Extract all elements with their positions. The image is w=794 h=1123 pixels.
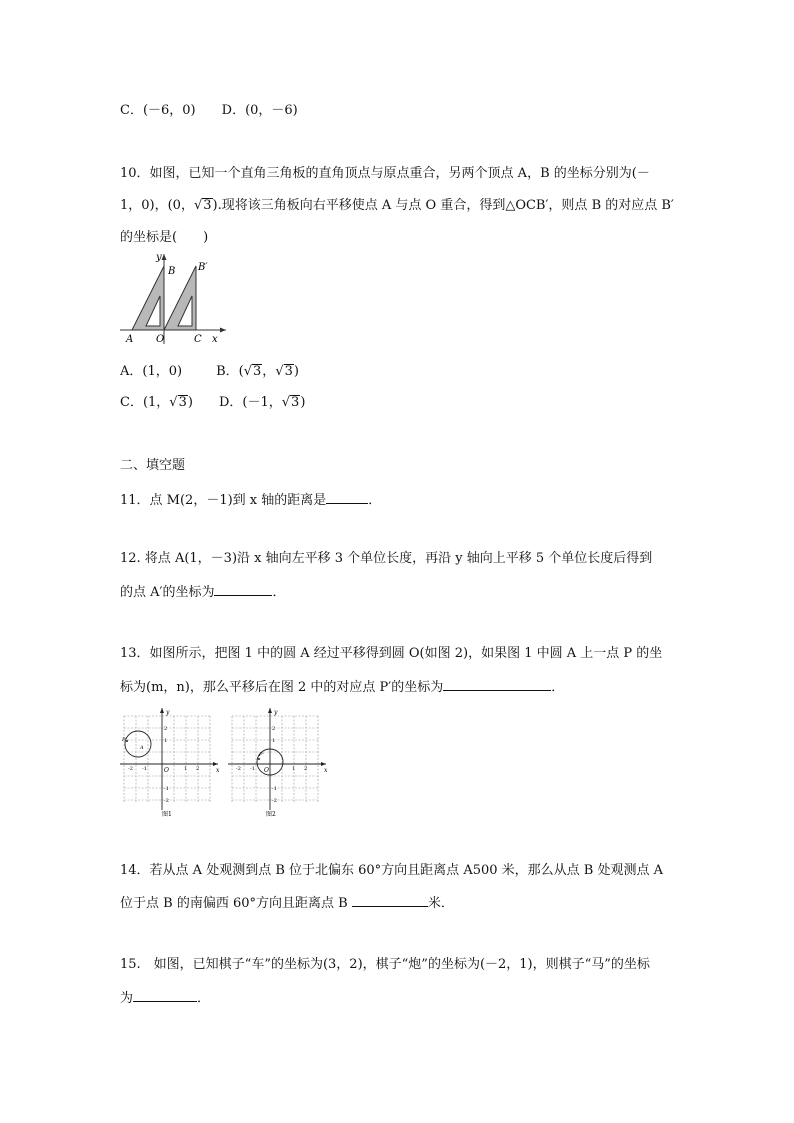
q14-line1: 14．若从点 A 处观测到点 B 位于北偏东 60°方向且距离点 A500 米，那么从点 B 处观测点 A (120, 863, 663, 878)
q10-option-d: D．(－1，√3) (218, 395, 306, 410)
section-heading: 二、填空题 (120, 458, 186, 473)
point-P-prime (258, 758, 260, 760)
q10-options-cd (120, 394, 305, 412)
q10-options-ab (120, 363, 299, 381)
label-y: y (156, 252, 162, 263)
q9-option-d: D．(0，－6) (221, 103, 298, 118)
q11: 11．点 M(2，－1)到 x 轴的距离是 ． (120, 490, 381, 510)
q12-line1: 12. 将点 A(1，－3)沿 x 轴向左平移 3 个单位长度，再沿 y 轴向上平移 5 个单位长度后得到 (120, 551, 653, 566)
q10-option-b: B．(√3，√3) (216, 364, 299, 379)
q10-line2: 1，0)，(0，√3).现将该三角板向右平移使点 A 与点 O 重合，得到△OCB′，则点 B 的对应点 B′ (120, 198, 674, 213)
svg-text:P': P' (259, 752, 264, 758)
q12-blank[interactable] (214, 582, 272, 596)
triangle-aob (132, 266, 164, 330)
q13-figure-2 (226, 706, 330, 818)
q9-option-c: C．(－6，0) (120, 103, 196, 118)
svg-text:-2: -2 (272, 798, 277, 804)
svg-text:-1: -1 (250, 766, 255, 772)
svg-text:1: 1 (272, 738, 276, 744)
svg-text:2: 2 (272, 726, 276, 732)
sqrt3: √3 (193, 198, 212, 213)
svg-text:2: 2 (304, 766, 308, 772)
svg-text:-2: -2 (164, 798, 169, 804)
svg-text:y: y (274, 709, 278, 716)
label-C: C (194, 334, 202, 345)
circle-A (125, 731, 151, 757)
q13-figure-1 (118, 706, 222, 818)
q15-line1: 15. 如图，已知棋子“车”的坐标为(3，2)，棋子“炮”的坐标为(－2，1)，则棋子“马”的坐标 (120, 957, 650, 972)
q14-line2: 位于点 B 的南偏西 60°方向且距离点 B 米． (120, 893, 454, 913)
q14-blank[interactable] (352, 893, 428, 907)
fig1-caption: 图1 (162, 811, 172, 818)
svg-text:2: 2 (196, 766, 200, 772)
q10-option-a: A．(1，0) (120, 364, 183, 379)
svg-text:1: 1 (292, 766, 296, 772)
svg-text:x: x (324, 767, 328, 774)
svg-text:A: A (140, 745, 144, 751)
q11-blank[interactable] (326, 490, 368, 504)
label-O: O (156, 334, 165, 345)
svg-text:-1: -1 (142, 766, 147, 772)
svg-text:1: 1 (164, 738, 168, 744)
svg-text:1: 1 (184, 766, 188, 772)
q15-blank[interactable] (133, 988, 197, 1002)
q10-option-c: C．(1，√3) (120, 395, 193, 410)
label-B: B (168, 266, 176, 277)
point-P (126, 740, 128, 742)
q10-figure-triangles (118, 250, 234, 346)
svg-text:O: O (264, 767, 269, 774)
q10-line3: 的坐标是( ) (120, 230, 209, 245)
label-A: A (126, 334, 134, 345)
svg-text:-1: -1 (164, 786, 169, 792)
q9-options (120, 102, 298, 120)
label-x: x (212, 334, 218, 345)
svg-text:P: P (122, 737, 126, 743)
q15-line2: 为 ． (120, 988, 210, 1008)
q12-line2: 的点 A′的坐标为 ． (120, 582, 286, 602)
fig2-caption: 图2 (266, 811, 276, 818)
q13-blank[interactable] (443, 677, 551, 691)
svg-text:O: O (164, 767, 169, 774)
svg-text:x: x (216, 767, 220, 774)
label-B-prime: B′ (198, 262, 208, 273)
svg-text:2: 2 (164, 726, 168, 732)
q13-line2: 标为(m，n)，那么平移后在图 2 中的对应点 P′的坐标为 ． (120, 677, 564, 697)
svg-text:-1: -1 (272, 786, 277, 792)
svg-text:y: y (166, 709, 170, 716)
svg-text:-2: -2 (128, 766, 133, 772)
q13-line1: 13．如图所示，把图 1 中的圆 A 经过平移得到圆 O(如图 2)，如果图 1 中圆 A 上一点 P 的坐 (120, 646, 663, 661)
q10-line1: 10．如图，已知一个直角三角板的直角顶点与原点重合，另两个顶点 A，B 的坐标分别为(－ (120, 166, 650, 181)
svg-text:-2: -2 (236, 766, 241, 772)
